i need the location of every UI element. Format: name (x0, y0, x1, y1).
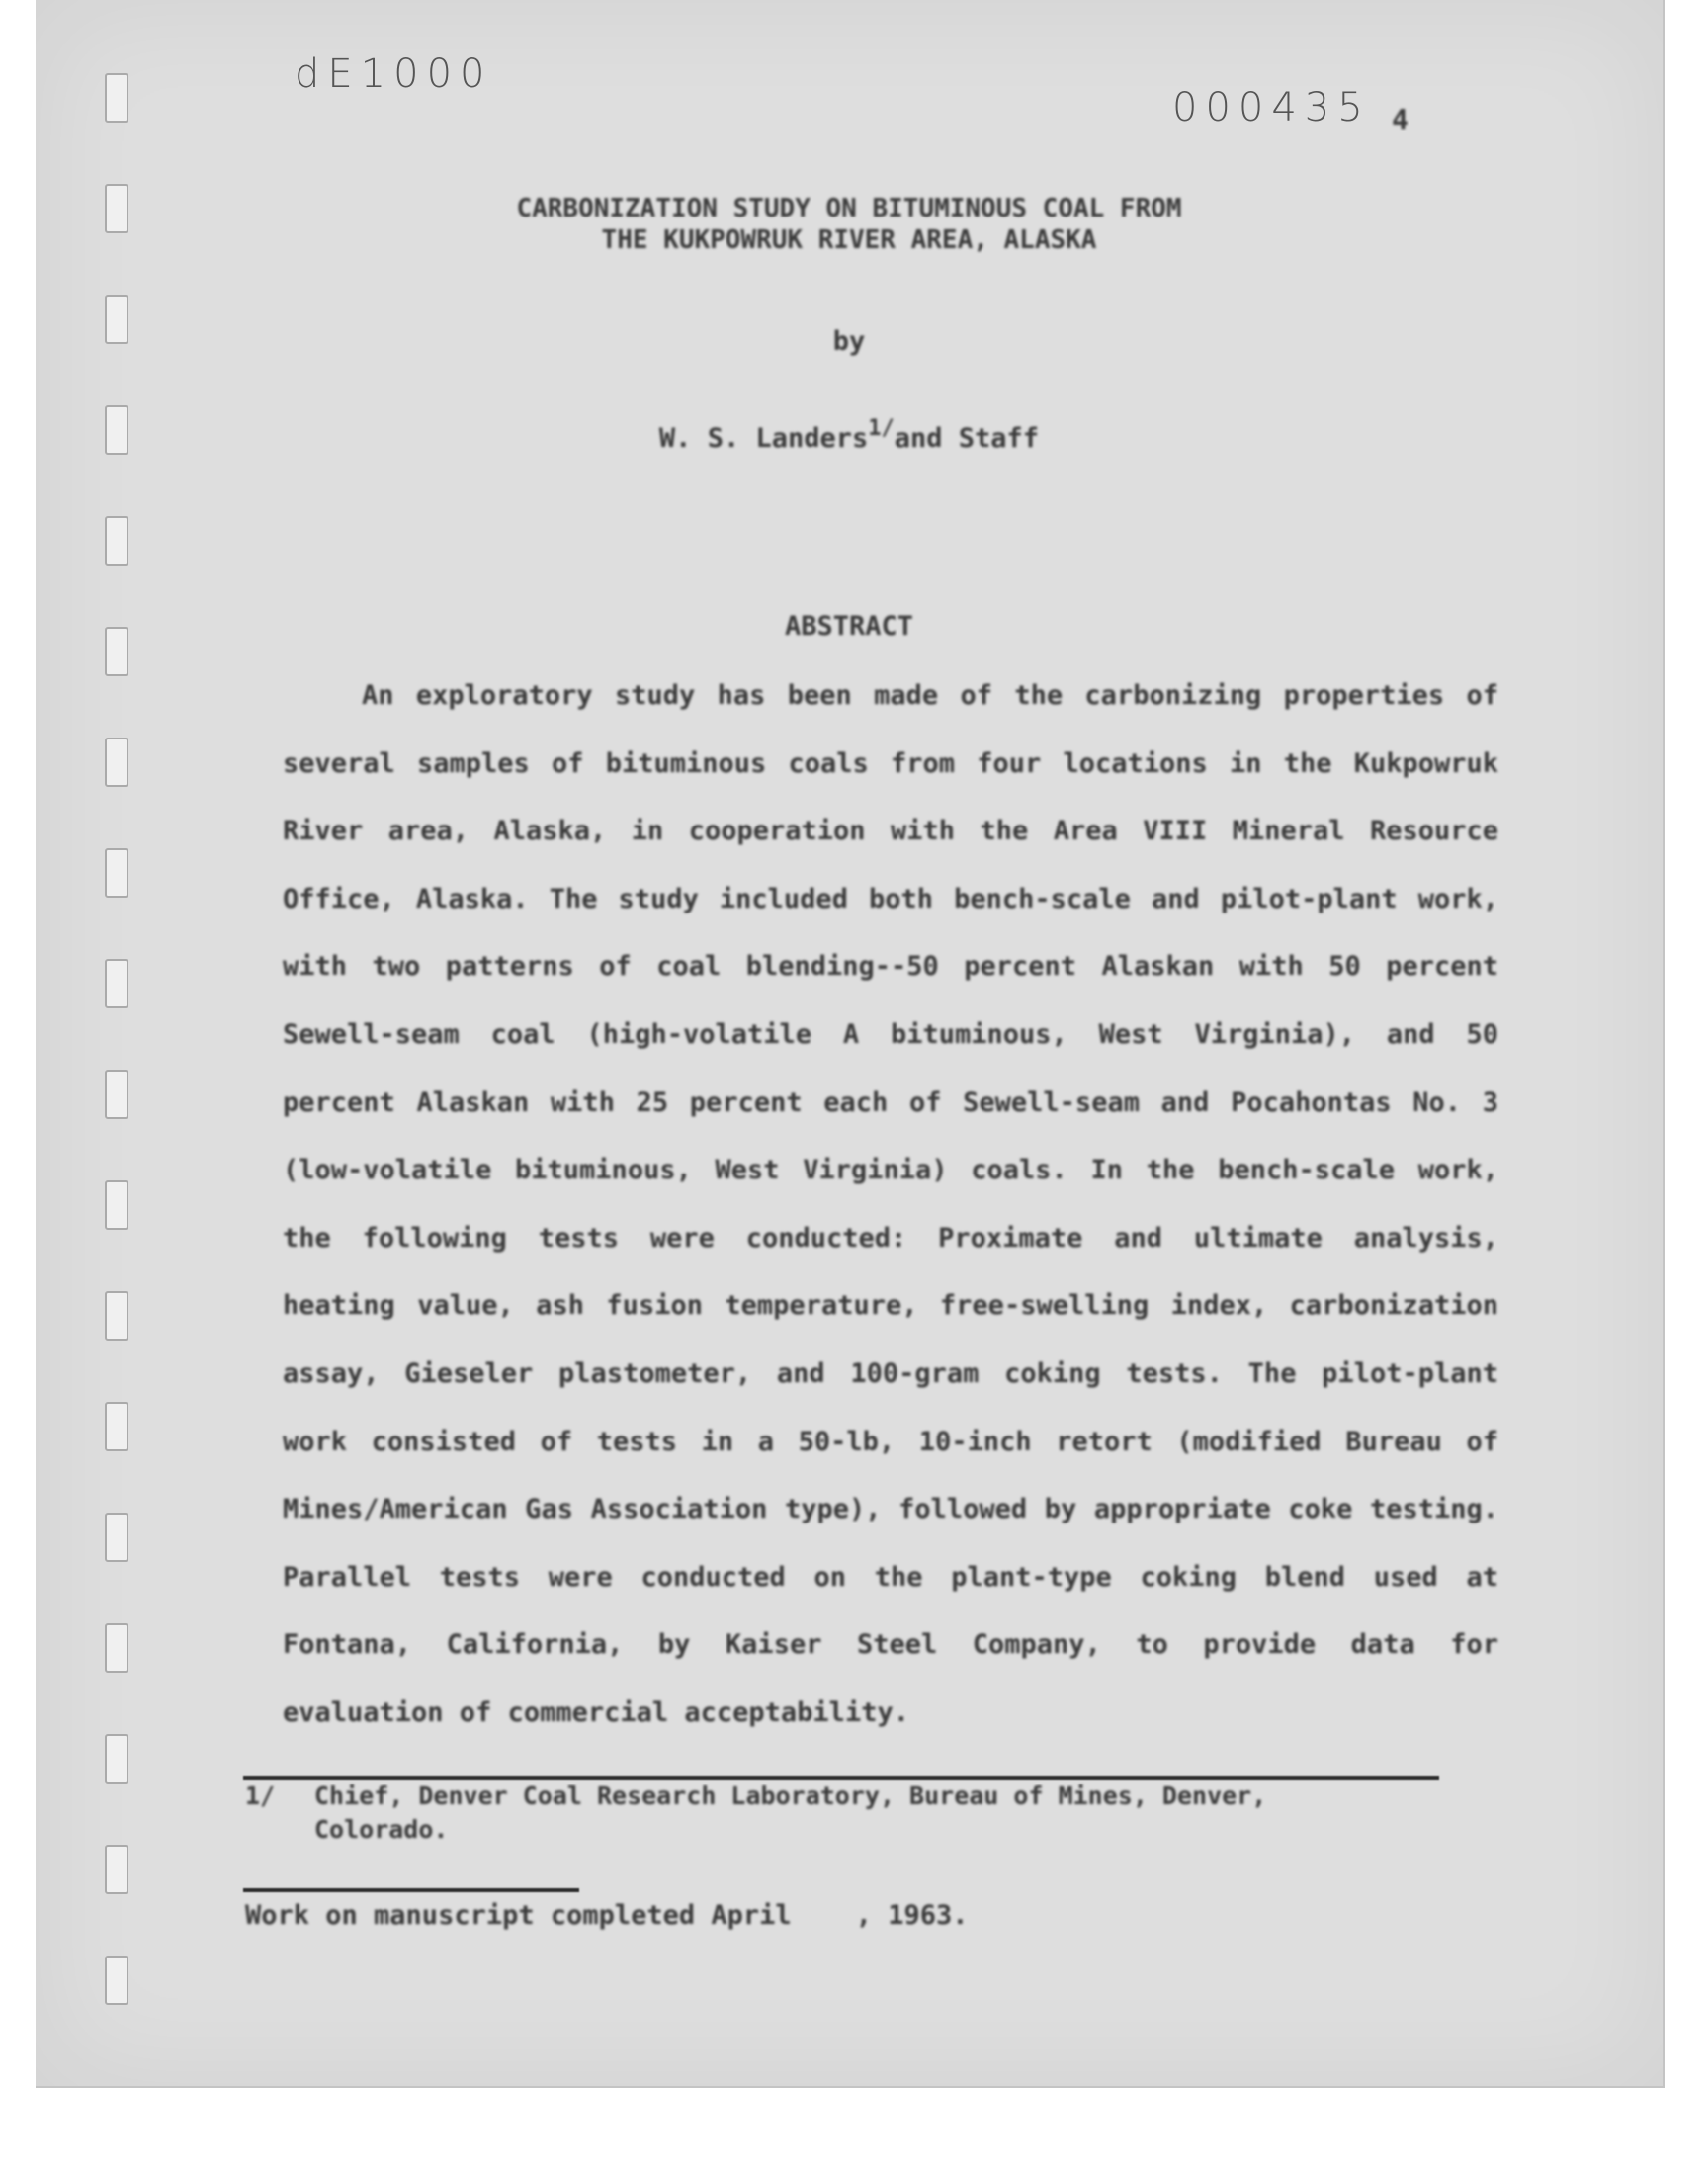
punch-hole (105, 959, 128, 1008)
punch-hole (105, 848, 128, 898)
manuscript-rule (243, 1888, 579, 1892)
punch-hole (105, 738, 128, 787)
byline-by: by (832, 326, 866, 357)
author-suffix: and Staff (894, 423, 1040, 454)
manuscript-note: Work on manuscript completed April , 1963. (245, 1900, 969, 1931)
punch-hole (105, 516, 128, 566)
abstract-heading: ABSTRACT (784, 611, 914, 642)
punch-hole (105, 1845, 128, 1894)
author-line (36, 416, 1663, 454)
footnote-line-1: Chief, Denver Coal Research Laboratory, Bureau of Mines, Denver, (314, 1782, 1267, 1810)
title-line-2: THE KUKPOWRUK RIVER AREA, ALASKA (601, 225, 1097, 255)
footnote-line-2: Colorado. (314, 1815, 449, 1844)
punch-hole (105, 1623, 128, 1673)
punch-hole (105, 1513, 128, 1562)
document-page (36, 0, 1665, 2088)
author-footnote-mark: 1/ (868, 416, 895, 441)
punch-hole (105, 1291, 128, 1341)
punch-hole (105, 1734, 128, 1784)
punch-hole (105, 1180, 128, 1230)
punch-hole (105, 1070, 128, 1119)
footnote-rule (243, 1776, 1439, 1780)
abstract-body: An exploratory study has been made of the carbonizing properties of several samples of bituminous coals from four locations in the Kukpowruk River area, Alaska, in cooperation with the Area VIII Mineral Resource Office, Alaska. The study included both bench-scale and pilot-plant work, with two patterns of coal blending--50 percent Alaskan with 50 percent Sewell-seam coal (high-volatile A bituminous, West Virginia), and 50 percent Alaskan with 25 percent each of Sewell-seam and Pocahontas No. 3 (low-volatile bituminous, West Virginia) coals. In the bench-scale work, the following tests were conducted: Proximate and ultimate analysis, heating value, ash fusion temperature, free-swelling index, carbonization assay, Gieseler plastometer, and 100-gram coking tests. The pilot-plant work consisted of tests in a 50-lb, 10-inch retort (modified Bureau of Mines/American Gas Association type), followed by appropriate coke testing. Parallel tests were conducted on the plant-type coking blend used at Fontana, California, by Kaiser Steel Company, to provide data for evaluation of commercial acceptability. (283, 680, 1498, 1728)
title-line-1: CARBONIZATION STUDY ON BITUMINOUS COAL FROM (516, 194, 1182, 223)
author-name: W. S. Landers (658, 423, 869, 454)
page-number: 000435 (1172, 85, 1371, 130)
handwritten-code: dE1000 (295, 51, 493, 97)
corner-mark: 4 (1392, 103, 1409, 135)
punch-hole (105, 1402, 128, 1451)
punch-hole (105, 1956, 128, 2005)
punch-hole (105, 73, 128, 123)
footnote-mark: 1/ (245, 1782, 276, 1810)
